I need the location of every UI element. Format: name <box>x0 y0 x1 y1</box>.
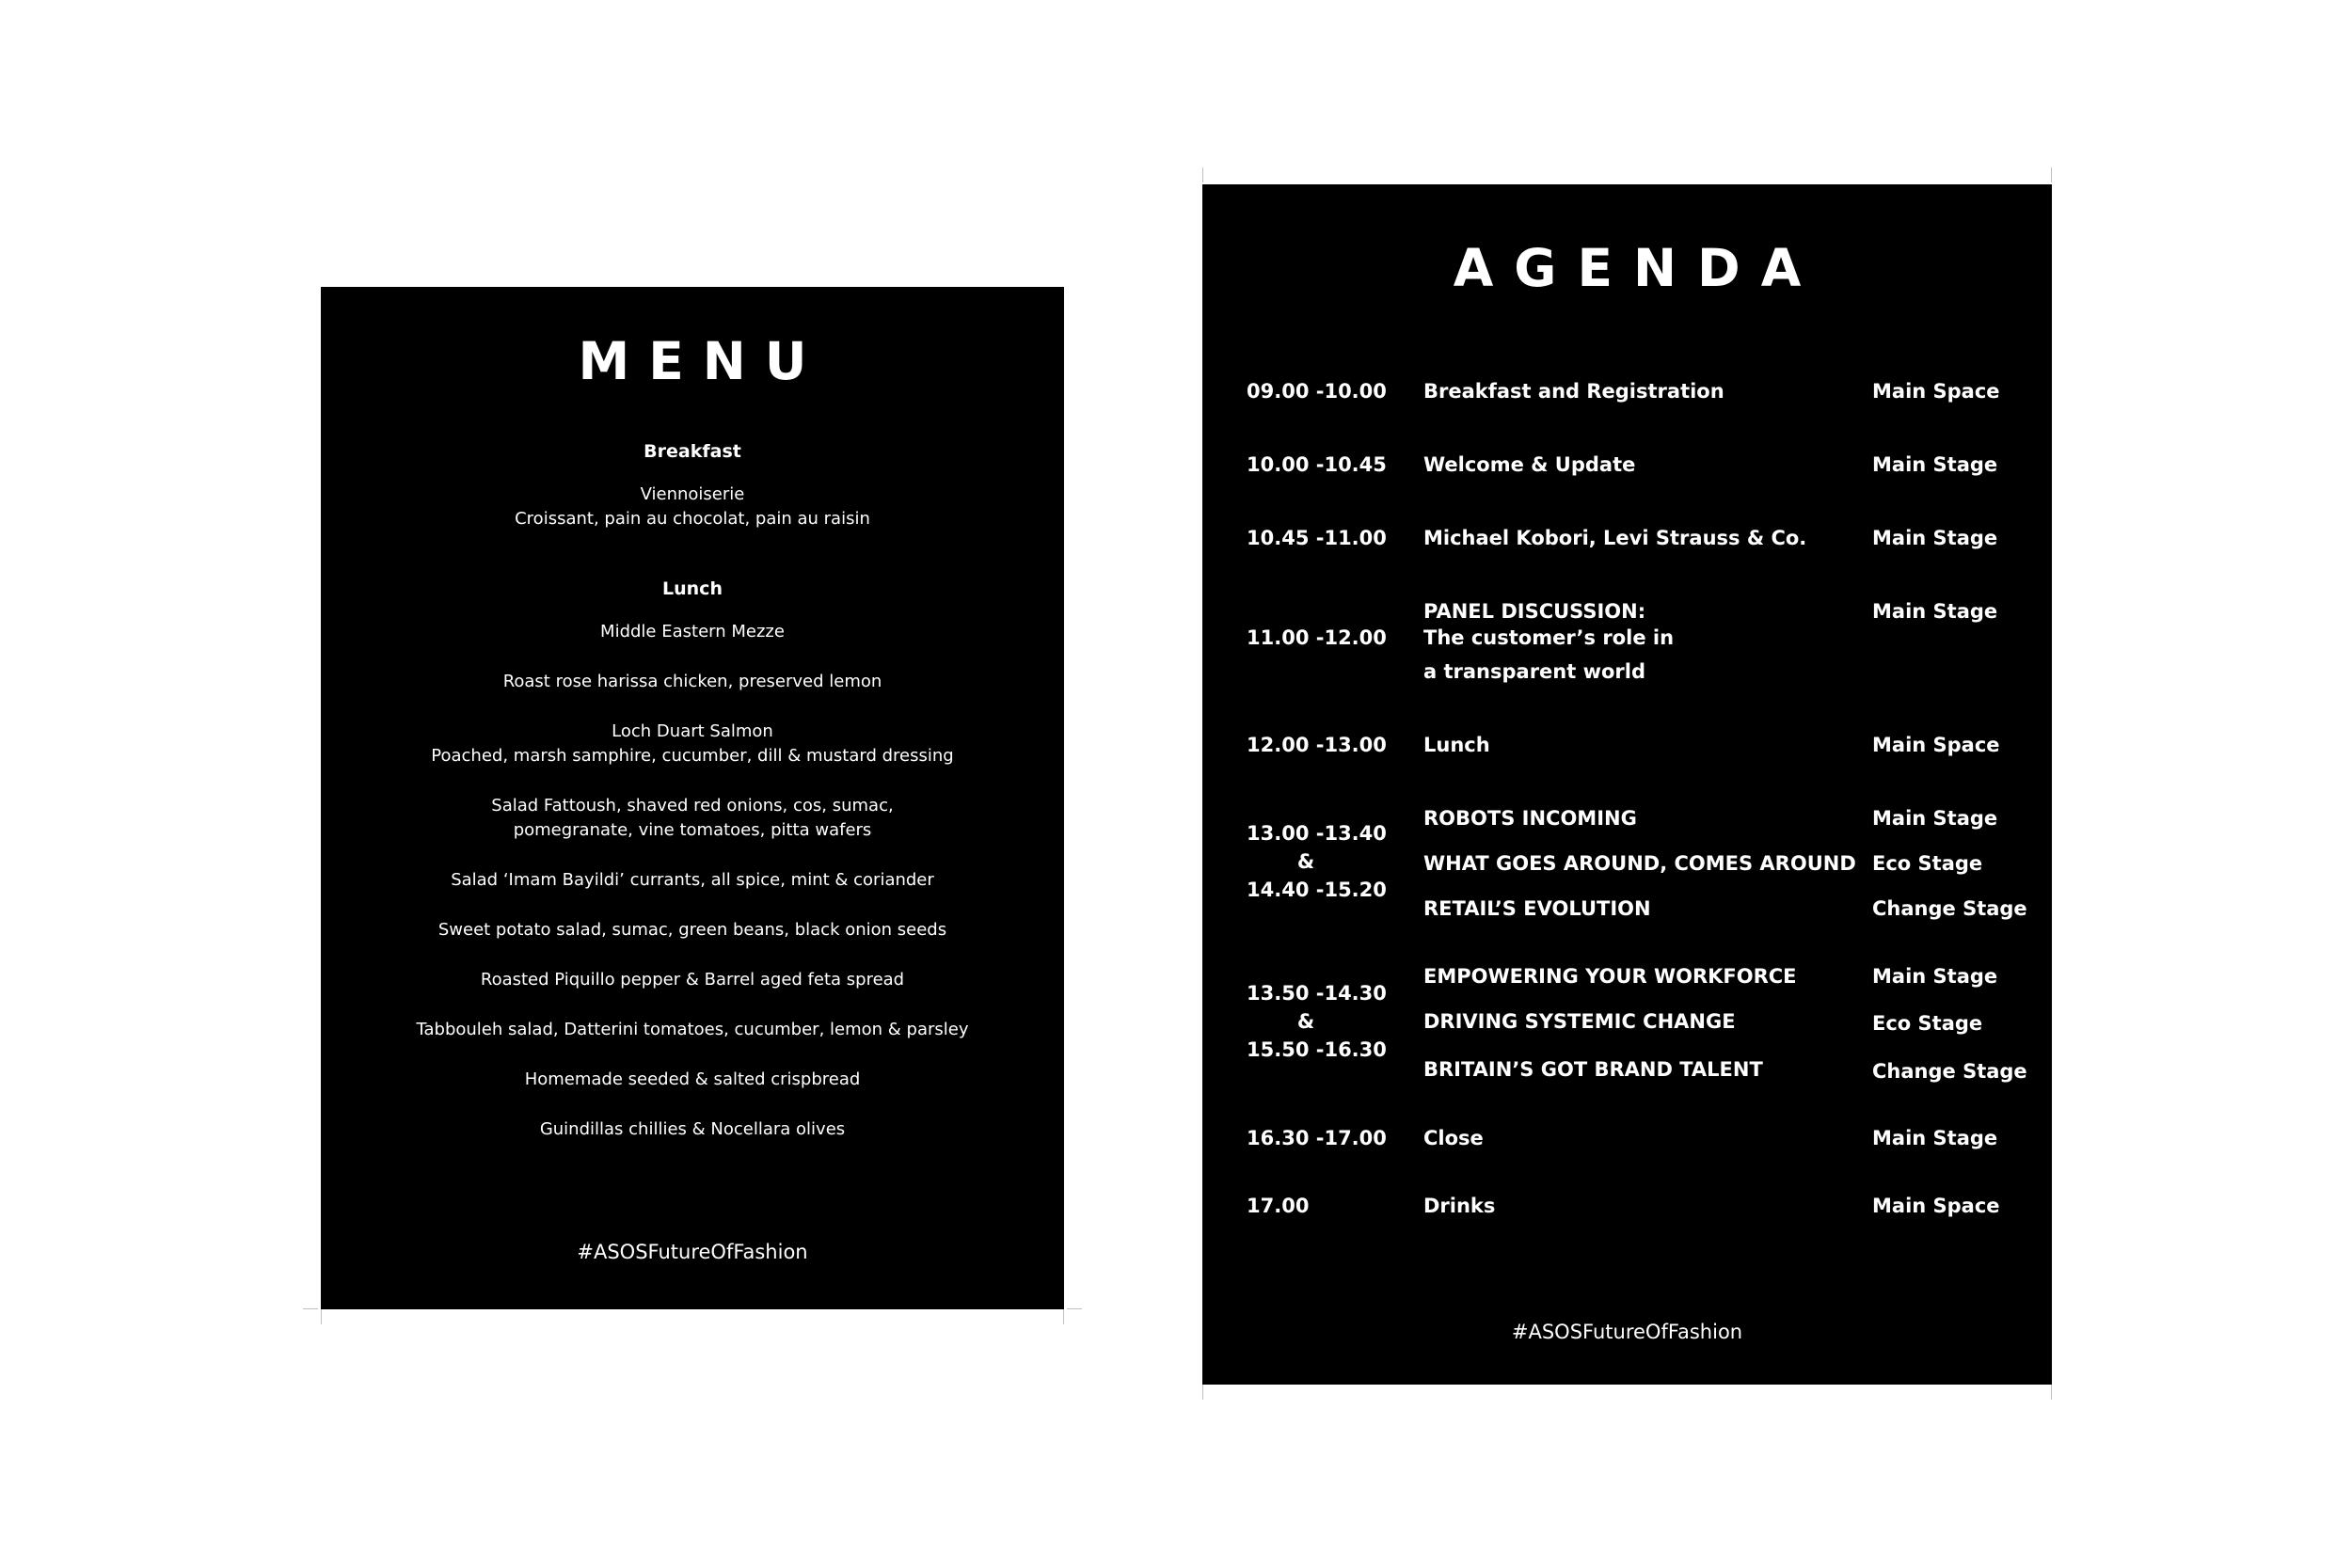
crop-mark <box>1202 167 1203 182</box>
agenda-event: DRIVING SYSTEMIC CHANGE <box>1423 1010 1736 1033</box>
agenda-event: Lunch <box>1423 734 1490 756</box>
agenda-event: BRITAIN’S GOT BRAND TALENT <box>1423 1058 1763 1081</box>
agenda-event: RETAIL’S EVOLUTION <box>1423 897 1651 920</box>
agenda-location: Main Space <box>1872 734 2000 756</box>
crop-mark <box>1063 1309 1064 1324</box>
menu-item: Middle Eastern Mezze <box>600 622 785 641</box>
agenda-event: Drinks <box>1423 1195 1496 1217</box>
crop-mark <box>1067 1308 1082 1309</box>
agenda-location: Main Stage <box>1872 965 1998 988</box>
agenda-time: 16.30 -17.00 <box>1247 1127 1387 1149</box>
crop-mark <box>321 1309 322 1324</box>
agenda-time: 11.00 -12.00 <box>1247 626 1387 649</box>
menu-item: Roast rose harissa chicken, preserved lemon <box>502 672 882 691</box>
menu-item: Salad ‘Imam Bayildi’ currants, all spice, mint & coriander <box>451 870 934 890</box>
agenda-title: AGENDA <box>1453 238 1822 298</box>
menu-item: Sweet potato salad, sumac, green beans, black onion seeds <box>437 920 947 940</box>
agenda-event: ROBOTS INCOMING <box>1423 807 1637 830</box>
agenda-event: EMPOWERING YOUR WORKFORCE <box>1423 965 1797 988</box>
agenda-event: PANEL DISCUSSION: <box>1423 600 1646 623</box>
agenda-location: Main Stage <box>1872 1127 1998 1149</box>
lunch-heading: Lunch <box>662 578 723 599</box>
agenda-hashtag: #ASOSFutureOfFashion <box>1511 1321 1743 1343</box>
menu-item: Roasted Piquillo pepper & Barrel aged feta spread <box>480 970 905 990</box>
agenda-time: 13.00 -13.40 <box>1247 822 1387 845</box>
agenda-location: Eco Stage <box>1872 852 1983 875</box>
agenda-event: WHAT GOES AROUND, COMES AROUND <box>1423 852 1856 875</box>
crop-mark <box>2051 1385 2052 1400</box>
agenda-time: 15.50 -16.30 <box>1247 1038 1387 1061</box>
agenda-event: Breakfast and Registration <box>1423 380 1724 403</box>
agenda-event: Michael Kobori, Levi Strauss & Co. <box>1423 527 1807 549</box>
agenda-time: 10.45 -11.00 <box>1247 527 1387 549</box>
agenda-location: Main Space <box>1872 380 2000 403</box>
menu-item: Loch Duart Salmon <box>612 721 773 741</box>
agenda-location: Change Stage <box>1872 897 2027 920</box>
agenda-event: Close <box>1423 1127 1484 1149</box>
agenda-location: Change Stage <box>1872 1060 2027 1083</box>
agenda-event: Welcome & Update <box>1423 453 1636 476</box>
agenda-location: Main Stage <box>1872 600 1998 623</box>
agenda-time-separator: & <box>1296 850 1315 873</box>
menu-item: pomegranate, vine tomatoes, pitta wafers <box>513 820 872 840</box>
agenda-time: 09.00 -10.00 <box>1247 380 1387 403</box>
agenda-location: Main Space <box>1872 1195 2000 1217</box>
crop-mark <box>2051 167 2052 182</box>
agenda-time: 10.00 -10.45 <box>1247 453 1387 476</box>
menu-title: MENU <box>578 331 826 391</box>
agenda-time: 14.40 -15.20 <box>1247 879 1387 901</box>
agenda-event: The customer’s role in <box>1423 626 1675 649</box>
agenda-location: Main Stage <box>1872 453 1998 476</box>
menu-hashtag: #ASOSFutureOfFashion <box>577 1241 808 1263</box>
menu-item: Salad Fattoush, shaved red onions, cos, sumac, <box>491 796 894 816</box>
agenda-time: 13.50 -14.30 <box>1247 982 1387 1005</box>
agenda-location: Main Stage <box>1872 527 1998 549</box>
breakfast-heading: Breakfast <box>644 441 741 462</box>
menu-item: Viennoiserie <box>640 484 745 504</box>
menu-item: Tabbouleh salad, Datterini tomatoes, cucumber, lemon & parsley <box>416 1020 969 1039</box>
menu-item: Homemade seeded & salted crispbread <box>524 1069 861 1089</box>
crop-mark <box>303 1308 318 1309</box>
agenda-time-separator: & <box>1296 1010 1315 1033</box>
menu-item: Guindillas chillies & Nocellara olives <box>539 1119 846 1139</box>
agenda-time: 12.00 -13.00 <box>1247 734 1387 756</box>
crop-mark <box>1202 1385 1203 1400</box>
agenda-location: Main Stage <box>1872 807 1998 830</box>
agenda-card <box>1202 184 2052 1385</box>
menu-item: Poached, marsh samphire, cucumber, dill & mustard dressing <box>431 746 954 766</box>
menu-item: Croissant, pain au chocolat, pain au raisin <box>515 509 870 529</box>
menu-card <box>321 287 1064 1309</box>
agenda-location: Eco Stage <box>1872 1012 1983 1035</box>
agenda-event: a transparent world <box>1423 660 1646 683</box>
agenda-time: 17.00 <box>1247 1195 1310 1217</box>
